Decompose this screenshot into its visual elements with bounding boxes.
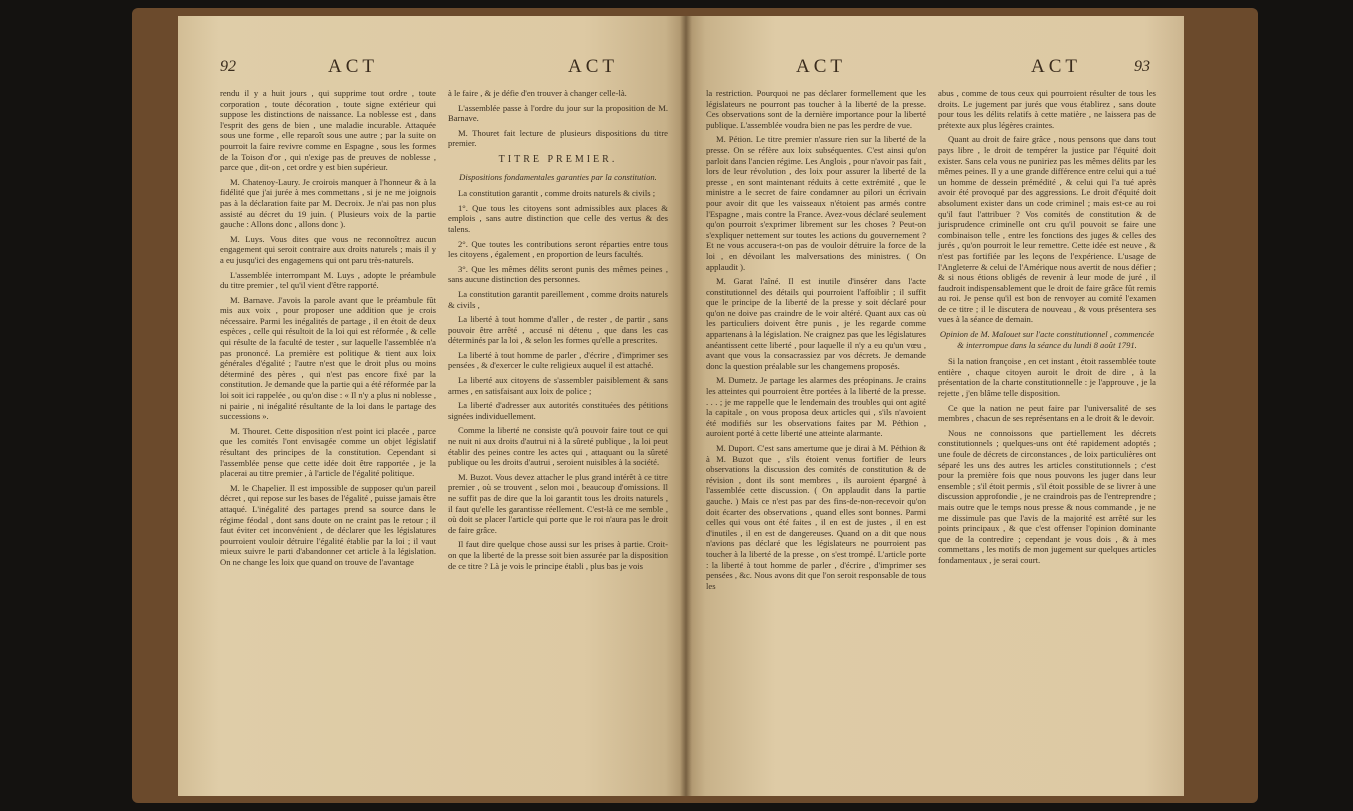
paragraph: la restriction. Pourquoi ne pas déclarer formellement que les législateurs ne pourront pas toucher à la liberté de la presse. Ces observations sont de la dernière importance pour la liberté publique. L'assemblée voudra bien ne pas les perdre de vue. [706, 88, 926, 130]
paragraph: 1°. Que tous les citoyens sont admissibles aux places & emplois , sans autre distinction que celle des vertus & des talens. [448, 202, 668, 234]
paragraph: La liberté à tout homme de parler , d'écrire , d'imprimer ses pensées , & d'exercer le culte religieux auquel il est attaché. [448, 349, 668, 371]
paragraph: Il faut dire quelque chose aussi sur les prises à partie. Croit-on que la liberté de la presse soit bien assurée par la disposition de ce titre ? Là je vois le principe établi , plus bas je vois [448, 539, 668, 571]
paragraph: M. Dumetz. Je partage les alarmes des préopinans. Je crains les atteintes qui pourroient être portées à la liberté de la presse. . . . ; je me rappelle que le lendemain des troubles qui ont agité la capitale , on vous proposa deux articles qui , s'ils n'avoient été modifiés sur les observations faites par M. Péthion , auroient porté à cette liberté une atteinte alarmante. [706, 375, 926, 439]
paragraph: M. Thouret. Cette disposition n'est point ici placée , parce que les comités l'ont envisagée comme un objet législatif résultant des principes de la constitution. Cependant si l'assemblée pense que cette idée doit être rapportée , je la placerai au titre premier , à l'article de l'égalité politique. [220, 425, 436, 479]
paragraph: Nous ne connoissons que partiellement les décrets constitutionnels ; quelques-uns ont été rapidement adoptés ; une foule de décrets de circonstances , de loix particulières ont séparé les uns des autres les articles constitutionnels ; c'est pour la première fois que nous pouvons les juger dans leur ensemble ; s'il étoit permis , s'il étoit possible de se livrer à une discussion approfondie , je ne craindrois pas de l'entreprendre ; mais outre que le temps nous presse & nous commande , je ne me dissimule pas que l'avis de la majorité est arrêté sur les points principaux , & que c'est offenser l'opinion dominante que de la contredire ; cependant je vous dois , & à mes commettans , les motifs de mon jugement sur quelques articles fondamentaux , je serai court. [938, 427, 1156, 565]
right-running-head-right: ACT [1031, 56, 1081, 77]
paragraph: 2°. Que toutes les contributions seront réparties entre tous les citoyens , également , en proportion de leurs facultés. [448, 238, 668, 260]
left-running-head-left: ACT [328, 56, 378, 77]
paragraph: M. Luys. Vous dites que vous ne reconnoîtrez aucun engagement qui seroit contraire aux droits naturels ; mais il y a eu jusqu'ici des engagemens qui ont paru très-naturels. [220, 233, 436, 265]
right-column-2 [938, 88, 1156, 788]
paragraph: M. Barnave. J'avois la parole avant que le préambule fût mis aux voix , pour proposer une addition que je crois nécessaire. Parmi les inégalités de partage , il en étoit de deux espèces , celle qui résultoit de la loi qui est réformée , & celle qui résulte de la faculté de tester , sur laquelle l'assemblée n'a pas prononcé. La première est politique & tient aux loix générales d'égalité ; l'autre n'est que le droit plus ou moins déterminé des pères , qui n'est pas encore fixé par la constitution. Je demande que la partie qui a été réformée par la loi soit ici rappelée , ou qu'on dise : « Il n'y a plus ni noblesse , ni pairie , ni inégalité résultante de la loi dans le partage des successions ». [220, 294, 436, 422]
paragraph: M. Duport. C'est sans amertume que je dirai à M. Péthion & à M. Buzot que , s'ils étoient venus fortifier de leurs observations la discussion des comités de constitution & de révision , dont ils sont membres , ils auroient épargné à l'assemblée cette discussion. ( On applaudit dans la partie gauche. ) Mais ce n'est pas par des fins-de-non-recevoir qu'on doit écarter des observations , quand elles sont bonnes. Parmi celles qui vous ont été faites , il en est de justes , il en est d'inutiles , il en est de dangereuses. Quand on a dit que nous n'avions pas déclaré que les législateurs ne pourroient pas toucher à la liberté de la presse , on s'est trompé. L'article porte : la liberté à tout homme de parler , d'écrire , d'imprimer ses pensées , &c. Nous avons dit que l'on seroit responsable de tous les [706, 443, 926, 591]
paragraph: La constitution garantit pareillement , comme droits naturels & civils , [448, 288, 668, 310]
paragraph: 3°. Que les mêmes délits seront punis des mêmes peines , sans aucune distinction des personnes. [448, 263, 668, 285]
paragraph: rendu il y a huit jours , qui supprime tout ordre , toute corporation , toute décoration , toute signe extérieur qui suppose les distinctions de naissance. La noblesse est , dans l'esprit des gens de bien , une maladie incurable. Attaquée sous une forme , elle reparoît sous une autre ; par la suite on pourroit la faire revivre comme en Espagne , sous les formes de la Toison d'or , qui n'exige pas de preuves de noblesse , parce que , dit-on , cet ordre y est bien supérieur. [220, 88, 436, 173]
right-page-number: 93 [1134, 58, 1150, 75]
book-gutter [680, 16, 692, 796]
left-page-number: 92 [220, 58, 236, 75]
left-column-1 [220, 88, 436, 788]
left-running-head-right: ACT [568, 56, 618, 77]
right-running-head-left: ACT [796, 56, 846, 77]
paragraph: M. Garat l'aîné. Il est inutile d'insérer dans l'acte constitutionnel des détails qui pourroient l'affoiblir ; il suffit que le principe de la liberté de la presse y soit déclaré pour qu'on ne doive pas craindre de le voir altéré. Quant aux cas où les particuliers doivent être punis , je les regarde comme appartenans à la législation. Ne craignez pas que les législatures anéantissent cette liberté , pour laquelle il n'y a eu qu'un vœu , avant que vous la consacrassiez par vos décrets. Je demande donc la question préalable sur les changemens proposés. [706, 276, 927, 371]
left-page [178, 16, 686, 796]
paragraph: Ce que la nation ne peut faire par l'universalité de ses membres , chacun de ses représentans en a le droit & le devoir. [938, 402, 1156, 424]
paragraph: abus , comme de tous ceux qui pourroient résulter de tous les droits. Le jugement par jurés que vous établirez , sans doute pour tous les délits relatifs à cette matière , ne laissera pas de prétexte aux plus légères craintes. [938, 88, 1156, 130]
paragraph: Opinion de M. Malouet sur l'acte constitutionnel , commencée & interrompue dans la séance du lundi 8 août 1791. [939, 329, 1155, 350]
paragraph: L'assemblée interrompant M. Luys , adopte le préambule du titre premier , tel qu'il vient d'être rapporté. [220, 269, 436, 291]
paragraph: La constitution garantit , comme droits naturels & civils ; [458, 188, 656, 199]
paragraph: La liberté à tout homme d'aller , de rester , de partir , sans pouvoir être arrêté , accusé ni détenu , que dans les cas déterminés par la loi , & selon les formes qu'elle a prescrites. [448, 314, 668, 346]
paragraph: M. Thouret fait lecture de plusieurs dispositions du titre premier. [448, 127, 668, 149]
paragraph: Comme la liberté ne consiste qu'à pouvoir faire tout ce qui ne nuit ni aux droits d'autrui ni à la sûreté publique , la loi peut établir des peines contre les actes qui , attaquant ou la sûreté publique ou les droits d'autrui , seroient nuisibles à la société. [448, 425, 668, 468]
paragraph: M. Chatenoy-Laury. Je croirois manquer à l'honneur & à la fidélité que j'ai jurée à mes commettans , si je ne me joignois pas à la déclaration faite par M. Decroix. Je n'ai pas non plus assisté au décret du 19 juin. ( Plusieurs voix de la partie gauche : Allons donc , allons donc ). [220, 176, 436, 230]
right-column-1 [706, 88, 926, 788]
paragraph: Dispositions fondamentales garanties par la constitution. [459, 171, 657, 182]
paragraph: M. Buzot. Vous devez attacher le plus grand intérêt à ce titre premier , où se trouvent , selon moi , beaucoup d'omissions. Il ne suffit pas de dire que la loi garantit tous les droits naturels , il faut qu'elle les garantisse réellement. C'est-là ce me semble , où doit se placer l'article qui porte que le roi n'aura pas le droit de faire grâce. [448, 471, 668, 535]
paragraph: La liberté aux citoyens de s'assembler paisiblement & sans armes , en satisfaisant aux loix de police ; [448, 375, 668, 396]
right-page [686, 16, 1184, 796]
paragraph: TITRE PREMIER. [498, 153, 618, 165]
paragraph: M. le Chapelier. Il est impossible de supposer qu'un pareil décret , qui repose sur les bases de l'égalité , puisse jamais être attaqué. L'inégalité des partages prend sa source dans le régime féodal , dont sans doute on ne craint pas le retour ; il faut éviter cet inconvénient , de déclarer que les législatures pourroient vouloir détruire l'égalité établie par la loi ; il vaut mieux suivre le parti d'abandonner cet article à la législation. On ne change les loix que quand on trouve de l'avantage [220, 482, 436, 567]
paragraph: M. Pétion. Le titre premier n'assure rien sur la liberté de la presse. On se réfère aux loix subséquentes. C'est ainsi qu'on parloit dans l'ancien régime. Les Anglois , pour n'avoir pas fait , lors de leur révolution , des loix pour assurer la liberté de la presse , en sont maintenant réduits à cette extrémité , que le ministre a le secret de faire condamner au pilori un écrivain pour avoir dit que les vaisseaux n'étoient pas armés contre l'Espagne , mais contre la France. Avez-vous déclaré seulement qu'on pourroit s'exprimer librement sur les choses ? Peut-on s'expliquer nettement sur toutes les actions du gouvernement ? Et ne vous accusera-t-on pas de vouloir détruire la force de la loi , en dévoilant les malversations des ministres. ( On applaudit ). [706, 134, 926, 272]
paragraph: Si la nation françoise , en cet instant , étoit rassemblée toute entière , chaque citoyen auroit le droit de dire , à la présentation de la charte constitutionnelle : je l'approuve , je la rejette , j'en blâme telle disposition. [938, 356, 1156, 399]
paragraph: à le faire , & je défie d'en trouver à changer celle-là. [448, 88, 627, 98]
paragraph: L'assemblée passe à l'ordre du jour sur la proposition de M. Barnave. [448, 102, 668, 124]
paragraph: La liberté d'adresser aux autorités constituées des pétitions signées individuellement. [448, 400, 668, 421]
paragraph: Quant au droit de faire grâce , nous pensons que dans tout pays libre , le droit de tempérer la justice par l'équité doit exister. Sans cela vous ne puniriez pas les mêmes délits par les mêmes peines. Il y a une grande différence entre celui qui a tué un homme de dessein prémédité , & celui qui l'a tué après avoir été provoqué par des aggressions. Le droit d'équité doit absolument exister dans un code criminel ; mais est-ce au roi qu'il faut l'attribuer ? Vos comités de constitution & de jurisprudence criminelle ont cru qu'il pouvoit se faire une combinaison telle , entre les fonctions des juges & celles des jurés , qu'on pourroit le leur remettre. Cette idée est neuve , & n'est pas fortifiée par les leçons de l'expérience. L'usage de l'Angleterre & celui de l'Amérique nous avertit de nous défier ; & si nous étions obligés de revenir à leur mode de juré , il faudroit indispensablement que le droit de faire grâce fût remis au roi. Je pense qu'il est bon de renvoyer au comité l'examen de ce titre ; il le discutera de nouveau , & vous présentera ses vues à la séance de demain. [938, 134, 1156, 325]
left-column-2 [448, 88, 668, 788]
